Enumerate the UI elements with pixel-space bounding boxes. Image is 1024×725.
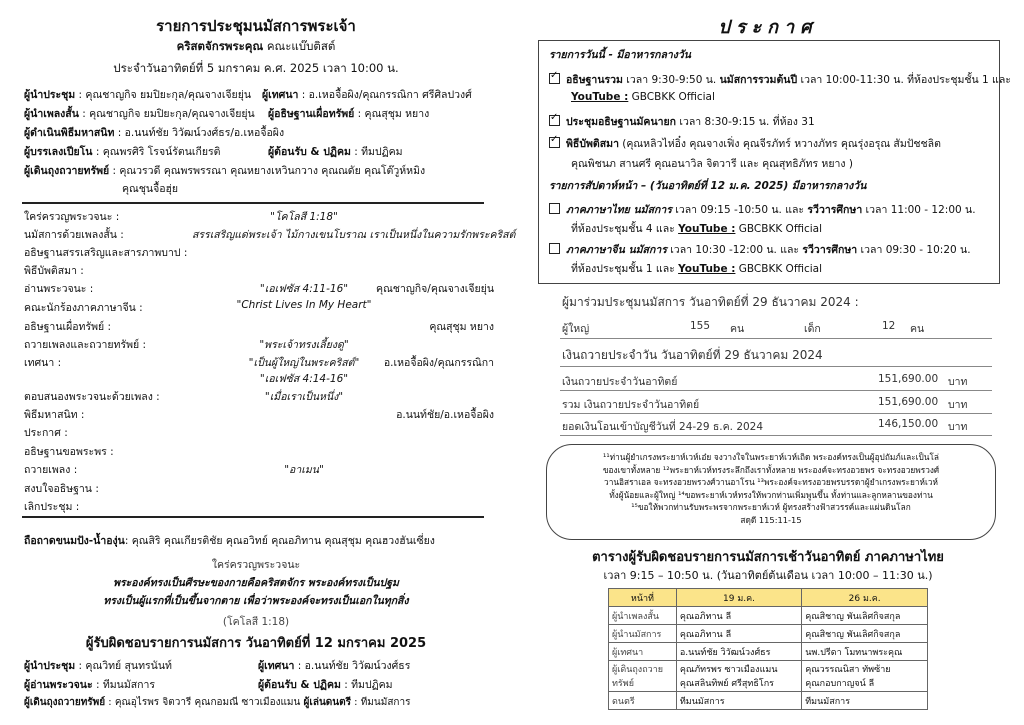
role-welcome: ผู้ต้อนรับ & ปฏิคม : ทีมปฏิคม [268,146,403,158]
order-item-label: ถวายเพลงและถวายทรัพย์ : [24,339,147,351]
order-item-label: อ่านพระวจนะ : [24,283,94,295]
today-item-1-line2: YouTube : GBCBKK Official [571,91,715,103]
order-item-title: "เอเฟซัส 4:14-16" [259,373,349,385]
schedule-assignee: คุณภัทรพร ซาวเมืองแมน คุณสลินทิพย์ ศรีสุทธิโกร [676,661,801,692]
announcements-page [512,0,1024,725]
order-item [24,226,516,241]
today-heading: รายการวันนี้ - มีอาหารกลางวัน [549,49,691,61]
order-item-person: คุณชาญกิจ/คุณจางเจียยุ่น [376,283,494,295]
schedule-subtitle: เวลา 9:15 – 10:50 น. (วันอาทิตย์ต้นเดือน เวลา 10:00 – 11:30 น.) [603,569,933,582]
next-week-heading: รายการสัปดาห์หน้า – (วันอาทิตย์ที่ 12 ม.ค. 2025) มีอาหารกลางวัน [549,180,867,192]
order-item-title: "เมื่อเราเป็นหนึ่ง" [264,391,344,403]
unit-person: คน [730,323,745,335]
schedule-duty: ดนตรี [609,692,677,710]
order-item [24,299,494,314]
service-date: ประจำวันอาทิตย์ที่ 5 มกราคม ค.ศ. 2025 เวลา 10:00 น. [113,61,399,75]
schedule-assignee: คุณอภิทาน ลี [676,625,801,643]
order-item [24,461,494,476]
order-item-label: อธิษฐานเผื่อทรัพย์ : [24,321,112,333]
schedule-duty: ผู้นำนมัสการ [609,625,677,643]
children-label: เด็ก [804,323,821,335]
role-preacher: ผู้เทศนา : อ.เหอจื้อผิง/คุณกรรณิกา ศรีศิลปวงศ์ [262,89,472,101]
order-item [24,244,494,259]
divider [560,413,992,414]
schedule-header-cell: 26 ม.ค. [802,589,928,607]
role-communion: ผู้ดำเนินพิธีมหาสนิท : อ.นนท์ชัย วิวัฒน์วงศ์ธร/อ.เหอจื้อผิง [24,127,285,139]
youtube-link[interactable]: YouTube : [571,91,629,103]
next-role-offering: ผู้เดินถุงถวายทรัพย์ : คุณอุไรพร จิตวารี คุณกอมณี ซาวเมืองแมน ผู้เล่นดนตรี : ทีมนมัสการ [24,697,411,708]
divider [22,202,484,204]
divider [560,366,992,367]
order-item-label: พิธีมหาสนิท : [24,409,85,421]
today-item-3: ✓พิธีบัพติสมา (คุณหลิวไห่อิ๋ง คุณจางเฟิ่ง คุณจีรภัทร์ หวางภัทร คุณรุ่งอรุณ สัมปัชชลิต [549,135,941,152]
role-leader: ผู้นำประชุม : คุณชาญกิจ ยมปิยะกุล/คุณจางเจียยุ่น [24,89,252,101]
schedule-assignee: คุณอภิทาน ลี [676,607,801,625]
schedule-assignee: คุณสิชาญ พันเลิศกิจสกุล [802,625,928,643]
role-song-leader: ผู้นำเพลงสั้น : คุณชาญกิจ ยมปิยะกุล/คุณจางเจียยุ่น [24,108,255,120]
schedule-row [609,692,928,710]
schedule-table [608,588,928,710]
verse-line-2: ทรงเป็นผู้แรกที่เป็นขึ้นจากตาย เพื่อว่าพระองค์จะทรงเป็นเอกในทุกสิ่ง [103,595,409,607]
order-item [24,480,494,495]
order-item-title: "เป็นผู้ใหญ่ในพระคริสต์" [248,357,360,369]
schedule-assignee: อ.นนท์ชัย วิวัฒน์วงศ์ธร [676,643,801,661]
checkbox-icon [549,203,560,214]
order-item-person: อ.นนท์ชัย/อ.เหอจื้อผิง [396,409,494,421]
next-role-welcome: ผู้ต้อนรับ & ปฏิคม : ทีมปฏิคม [258,679,393,691]
order-item-label: อธิษฐานขอพระพร : [24,446,114,458]
order-item [24,498,494,513]
order-item-person: คุณสุชุม หยาง [429,321,494,333]
schedule-header-row [609,589,928,607]
youtube-link[interactable]: YouTube : [678,223,736,235]
order-item [24,280,494,295]
schedule-row [609,625,928,643]
order-item [24,406,494,421]
schedule-header-cell: หน้าที่ [609,589,677,607]
schedule-assignee: ทีมนมัสการ [676,692,801,710]
psalm-text: ¹¹ท่านผู้ยำเกรงพระยาห์เวห์เอ๋ย จงวางใจในพระยาห์เวห์เถิด พระองค์ทรงเป็นผู้อุปถัมภ์และเป็นโล่ ของเขาทั้งหลาย ¹²พระยาห์เวห์ทรงระลึกถึงเราทั้งหลาย พระองค์จะทรงอวยพร จะทรงอวยพรวงศ์ วานอิสราเอล จะทรงอวยพรวงศ์วานอาโรน ¹³พระองค์จะทรงอวยพรบรรดาผู้ยำเกรงพระยาห์เวห์ ทั้งผู้น้อยและผู้ใหญ่ ¹⁴ขอพระยาห์เวห์ทรงให้พวกท่านเพิ่มพูนขึ้น ทั้งท่านและลูกหลานของท่าน ¹⁵ขอให้พวกท่านรับพระพรจากพระยาห์เวห์ ผู้ทรงสร้างฟ้าสวรรค์และแผ่นดินโลก สดุดี 115:11-15 [602,452,940,525]
role-offering-prayer: ผู้อธิษฐานเผื่อทรัพย์ : คุณสุชุม หยาง [268,108,430,120]
unit-person: คน [910,323,925,335]
order-item-label: เทศนา : [24,357,62,369]
schedule-header-cell: 19 ม.ค. [676,589,801,607]
today-item-3-line2: คุณพิชนภ สานศรี คุณอนาวิล จิตวารี และ คุณสุทธิภัทร หยาง ) [571,158,853,170]
order-item-label: อธิษฐานสรรเสริญและสารภาพบาป : [24,247,188,259]
schedule-row [609,643,928,661]
order-item [24,208,494,223]
order-item [24,262,494,277]
order-item-title: "โคโลสี 1:18" [270,211,338,223]
schedule-duty: ผู้นำเพลงสั้น [609,607,677,625]
order-item-label: ตอบสนองพระวจนะด้วยเพลง : [24,391,160,403]
order-item-label: สงบใจอธิษฐาน : [24,483,99,495]
schedule-duty: ผู้เดินถุงถวายทรัพย์ [609,661,677,692]
role-pianist: ผู้บรรเลงเปียโน : คุณพรศิริ โรจน์รัตนเกียรติ [24,146,221,158]
checkbox-icon [549,115,560,126]
order-item [24,424,494,439]
order-item [24,443,494,458]
attendance-heading: ผู้มาร่วมประชุมนมัสการ วันอาทิตย์ที่ 29 ธันวาคม 2024 : [562,295,859,309]
divider [560,435,992,436]
order-item-person: อ.เหอจื้อผิง/คุณกรรณิกา [383,357,494,369]
attendance-row [562,320,982,336]
order-item-label: คณะนักร้องภาคภาษาจีน : [24,302,143,314]
order-item-label: พิธีบัพติสมา : [24,265,84,277]
church-name-bold: คริสตจักรพระคุณ [176,39,264,53]
next-week-title: ผู้รับผิดชอบรายการนมัสการ วันอาทิตย์ที่ 12 มกราคม 2025 [85,636,427,651]
order-item [24,370,494,385]
schedule-assignee: คุณสิชาญ พันเลิศกิจสกุล [802,607,928,625]
schedule-assignee: ทีมนมัสการ [802,692,928,710]
order-item-title: "อาเมน" [284,464,324,476]
divider [560,338,992,339]
divider [22,516,484,518]
verse-line-1: พระองค์ทรงเป็นศีรษะของกายคือคริสตจักร พระองค์ทรงเป็นปฐม [113,577,399,589]
order-item-title: "พระเจ้าทรงเลี้ยงดู" [259,339,349,351]
schedule-assignee: นพ.ปรีดา โมทนาพระคุณ [802,643,928,661]
next-role-leader: ผู้นำประชุม : คุณวิทย์ สุนทรนันท์ [24,660,172,672]
next-role-reader: ผู้อ่านพระวจนะ : ทีมนมัสการ [24,679,156,691]
order-item [24,388,494,403]
order-item-label: ประกาศ : [24,427,68,439]
adults-label: ผู้ใหญ่ [562,323,590,335]
communion-servers: ถือถาดขนมปัง-น้ำองุ่น: คุณสิริ คุณเกียรติชัย คุณอวิทย์ คุณอภิทาน คุณสุชุม คุณฮวงฮันเซี่ยง [24,535,435,547]
role-offering-collectors: ผู้เดินถุงถวายทรัพย์ : คุณวรวดี คุณพรพรรณา คุณหยางเหวินกวาง คุณณดัย คุณโต๊วูห์หมิง [24,165,426,177]
order-item-label: เลิกประชุม : [24,501,80,513]
church-name-rest: คณะแบ๊บติสต์ [263,39,336,53]
youtube-link[interactable]: YouTube : [678,263,736,275]
offering-heading: เงินถวายประจำวัน วันอาทิตย์ที่ 29 ธันวาคม 2024 [562,348,823,362]
next-item-chinese: ภาคภาษาจีน นมัสการ เวลา 10:30 -12:00 น. และ รวีวารศึกษา เวลา 09:30 - 10:20 น. [549,241,971,258]
order-item-label: นมัสการด้วยเพลงสั้น : [24,229,124,241]
checkbox-icon [549,73,560,84]
meditation-heading: ใคร่ครวญพระวจนะ [211,559,301,571]
order-item-title: สรรเสริญแด่พระเจ้า ไม้กางเขนโบราณ เราเป็นหนึ่งในความรักพระคริสต์ [192,229,516,241]
program-title: รายการประชุมนมัสการพระเจ้า [156,17,356,35]
order-item-label: ใคร่ครวญพระวจนะ : [24,211,120,223]
adults-count: 155 [690,320,711,332]
verse-ref: (โคโลสี 1:18) [222,616,290,628]
next-item-thai: ภาคภาษาไทย นมัสการ เวลา 09:15 -10:50 น. และ รวีวารศึกษา เวลา 11:00 - 12:00 น. [549,201,976,218]
order-item [24,318,494,333]
divider [560,390,992,391]
order-item [24,336,494,351]
schedule-row [609,607,928,625]
order-item-title: "Christ Lives In My Heart" [236,299,372,311]
next-role-preacher: ผู้เทศนา : อ.นนท์ชัย วิวัฒน์วงศ์ธร [258,660,411,672]
offering-row: ยอดเงินโอนเข้าบัญชีวันที่ 24-29 ธ.ค. 2024 146,150.00 บาท [562,418,968,433]
schedule-assignee: คุณวรรณนิสา ทัพซ้าย คุณกอบกาญจน์ ลี [802,661,928,692]
order-item [24,354,494,369]
schedule-title: ตารางผู้รับผิดชอบรายการนมัสการเช้าวันอาทิตย์ ภาคภาษาไทย [592,550,944,565]
order-item-label: ถวายเพลง : [24,464,78,476]
today-item-1: ✓อธิษฐานรวม เวลา 9:30-9:50 น. นมัสการรวมต้นปี เวลา 10:00-11:30 น. ที่ห้องประชุมชั้น 1 และ [549,71,1011,88]
children-count: 12 [882,320,896,332]
church-name [0,38,512,56]
announcements-title: ประกาศ [718,17,818,38]
checkbox-icon [549,137,560,148]
today-item-2: ✓ประชุมอธิษฐานมัคนายก เวลา 8:30-9:15 น. ที่ห้อง 31 [549,113,815,130]
next-item-chinese-line2: ที่ห้องประชุมชั้น 1 และ YouTube : GBCBKK Official [571,263,823,275]
offering-row: เงินถวายประจำวันอาทิตย์ 151,690.00 บาท [562,373,968,388]
schedule-duty: ผู้เทศนา [609,643,677,661]
psalm-box [546,444,996,540]
offering-row: รวม เงินถวายประจำวันอาทิตย์ 151,690.00 บาท [562,396,968,411]
checkbox-icon [549,243,560,254]
role-offering-collectors-cont: คุณชุนจื้อฮุ่ย [122,183,179,195]
next-item-thai-line2: ที่ห้องประชุมชั้น 4 และ YouTube : GBCBKK Official [571,223,823,235]
schedule-row [609,661,928,692]
announcements-box [538,40,1011,284]
order-item-title: "เอเฟซัส 4:11-16" [259,283,349,295]
